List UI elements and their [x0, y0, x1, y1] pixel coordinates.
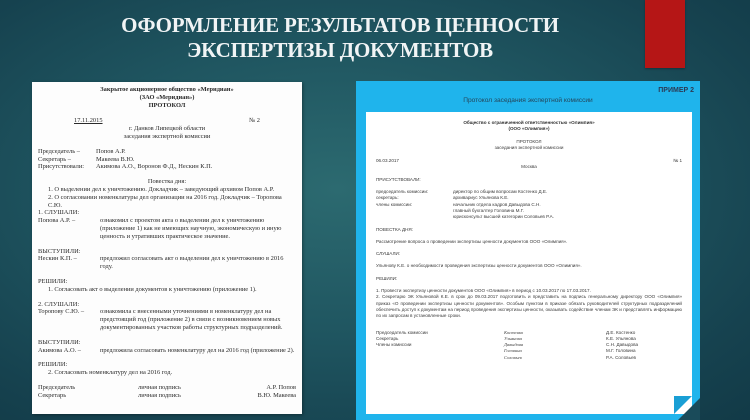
present-row: юрисконсульт высшей категории Соловьев Р.А.: [453, 214, 554, 220]
signature-row: Секретарь личная подпись В.Ю. Макеева: [38, 391, 296, 399]
agenda-title: ПОВЕСТКА ДНЯ:: [376, 226, 414, 232]
frame-title: Протокол заседания экспертной комиссии: [463, 97, 593, 104]
present-row: главный бухгалтер Головина М.Г.: [453, 207, 524, 213]
page-corner-cut: [678, 398, 700, 420]
doc-place: г. Данков Липецкой области: [128, 125, 206, 133]
doc-type: ПРОТОКОЛ: [516, 138, 542, 144]
participant-row: Присутствовали: Акимова А.О., Воронов Ф.Д., Нескин К.П.: [38, 163, 213, 171]
signature-block: Председатель комиссии Секретарь Члены комиссии Костенко Ульянова Давыдова Головина Соловьев Д.Е. Костенко К.Е. Ульянова С.Н. Давыдова М.Г. Головина Р.А. Соловьев: [376, 329, 639, 360]
spoke-1-text: предложил согласовать акт о выделении дел к уничтожению в 2016 году.: [100, 255, 284, 271]
section-decided-1: РЕШИЛИ:: [38, 277, 68, 285]
agenda-item: 1. О выделении дел к уничтожению. Докладчик – заведующий архивом Попов А.Р.: [48, 185, 275, 193]
doc-meeting: заседания экспертной комиссии: [123, 132, 211, 140]
org-name: Закрытое акционерное общество «Меридиан»: [100, 86, 234, 93]
present-row: председатель комиссии: директор по общим вопросам Костенко Д.Е.: [376, 189, 548, 195]
section-spoke-1: ВЫСТУПИЛИ:: [38, 247, 81, 255]
signature-row: Председатель личная подпись А.Р. Попов: [38, 383, 296, 391]
protocol-example-1: Закрытое акционерное общество «Меридиан» (ЗАО «Меридиан») ПРОТОКОЛ 17.11.2015 № 2 г. Данков Липецкой области заседания экспертной комиссии Председатель – Попов А.Р. Секретарь – Макеева В.Ю. Присутствовали: Акимова А.О., Воронов Ф.Д., Нескин К.П. Повестка дня: 1. О выделении дел к уничтожению. Докладчик – заведующий архивом Попов А.Р. 2. О согласовании номенклатуры дел организации на 2016 год. Докладчик – Торопова С.Ю. 1. СЛУШАЛИ: Попова А.Р. – ознакомил с проектом акта о выделении дел к уничтожению (приложение 1) как не имеющих научную, экономическую и иную ценность и утративших практическое значение. ВЫСТУПИЛИ: Нескин К.П. – предложил согласовать акт о выделении дел к уничтожению в 2016 году. РЕШИЛИ: 1. Согласовать акт о выделении документов к уничтожению (приложение 1). 2. СЛУШАЛИ: Торопову С.Ю. – ознакомила с внесенными уточнениями в номенклатуру дел на предстоящий год (приложение 2) в связи с возникновением новых документированных участков работы структурных подразделений. ВЫСТУПИЛИ: Акимова А.О. – предложила согласовать номенклатуру дел на 2016 год (приложение 2). РЕШИЛИ: 2. Согласовать номенклатуру дел на 2016 год. Председатель личная подпись А.Р. Попов Секретарь личная подпись В.Ю. Макеева: [32, 82, 302, 414]
heard-2-text: ознакомила с внесенными уточнениями в номенклатуру дел на предстоящий год (приложение 2) в связи с возникновением новых документированных участков работы структурных подразделений.: [100, 308, 283, 331]
present-row: члены комиссии: начальник отдела кадров Давыдова С.Н.: [376, 201, 541, 207]
org-short-name: (ООО «Олимпия»): [508, 126, 550, 132]
section-heard-1: 1. СЛУШАЛИ:: [38, 209, 80, 217]
decided-1-text: 1. Согласовать акт о выделении документов к уничтожению (приложение 1).: [48, 285, 257, 293]
participant-row: Председатель – Попов А.Р.: [38, 147, 126, 155]
section-decided-2: РЕШИЛИ:: [38, 361, 68, 369]
doc-date: 06.03.2017: [376, 158, 399, 164]
doc-meeting: заседания экспертной комиссии: [494, 144, 564, 150]
doc-city: Москва: [521, 164, 537, 170]
participant-row: Секретарь – Макеева В.Ю.: [38, 155, 135, 163]
example-label: ПРИМЕР 2: [658, 87, 694, 94]
decided-title: РЕШИЛИ:: [376, 275, 398, 281]
accent-bar: [645, 0, 685, 68]
doc-date: 17.11.2015: [74, 117, 103, 125]
protocol-example-2: [366, 112, 692, 414]
decided-item: 2. Секретарю ЭК Ульяновой К.Е. в срок до 09.03.2017 подготовить и представить на подпись генеральному директору ООО «Олимпия» приказ «О проведении экспертизы ценности документов». Особым пунктом в приказе обязать руководителей структурных подразделений обеспечить доступ к документам на период проведения экспертизы ценности, оказывать содействие членам ЭК и представлять информацию по их запросам в установленные сроки.: [376, 294, 682, 319]
agenda-text: Рассмотрение вопроса о проведении экспертизы ценности документов ООО «Олимпия».: [376, 238, 568, 244]
decided-2-text: 2. Согласовать номенклатуру дел на 2016 год.: [48, 369, 173, 377]
org-short-name: (ЗАО «Меридиан»): [139, 93, 195, 101]
section-heard-2: 2. СЛУШАЛИ:: [38, 300, 80, 308]
agenda-title: Повестка дня:: [147, 178, 187, 186]
present-title: ПРИСУТСТВОВАЛИ:: [376, 176, 421, 182]
section-spoke-2: ВЫСТУПИЛИ:: [38, 338, 81, 346]
doc-number: № 2: [249, 117, 260, 125]
spoke-2-text: предложила согласовать номенклатуру дел на 2016 год (приложение 2).: [100, 346, 295, 354]
heard-title: СЛУШАЛИ:: [376, 251, 401, 257]
doc-number: № 1: [673, 158, 682, 164]
handwritten-signatures: Костенко Ульянова Давыдова Головина Соловьев: [504, 329, 524, 360]
heard-1-text: ознакомил с проектом акта о выделении дел к уничтожению (приложение 1) как не имеющих научную, экономическую и иную ценность и утративших практическое значение.: [100, 217, 282, 240]
present-row: секретарь: архивариус Ульянова К.Е.: [376, 195, 509, 201]
org-name: Общество с ограниченной ответственностью «Олимпия»: [463, 120, 595, 125]
date-number-row: [38, 117, 296, 125]
protocol-example-2-frame: [356, 81, 700, 420]
agenda-item: 2. О согласовании номенклатуры дел организации на 2016 год. Докладчик – Торопова С.Ю.: [48, 193, 282, 209]
heard-text: Ульянову К.Е. о необходимости проведения экспертизы ценности документов ООО «Олимпия».: [376, 263, 582, 269]
decided-item: 1. Провести экспертизу ценности документов ООО «Олимпия» в период с 10.03.2017 по 17.03.2017.: [376, 288, 591, 294]
slide-title: ОФОРМЛЕНИЕ РЕЗУЛЬТАТОВ ЦЕННОСТИ ЭКСПЕРТИЗЫ ДОКУМЕНТОВ: [121, 13, 559, 62]
doc-type: ПРОТОКОЛ: [148, 101, 186, 109]
